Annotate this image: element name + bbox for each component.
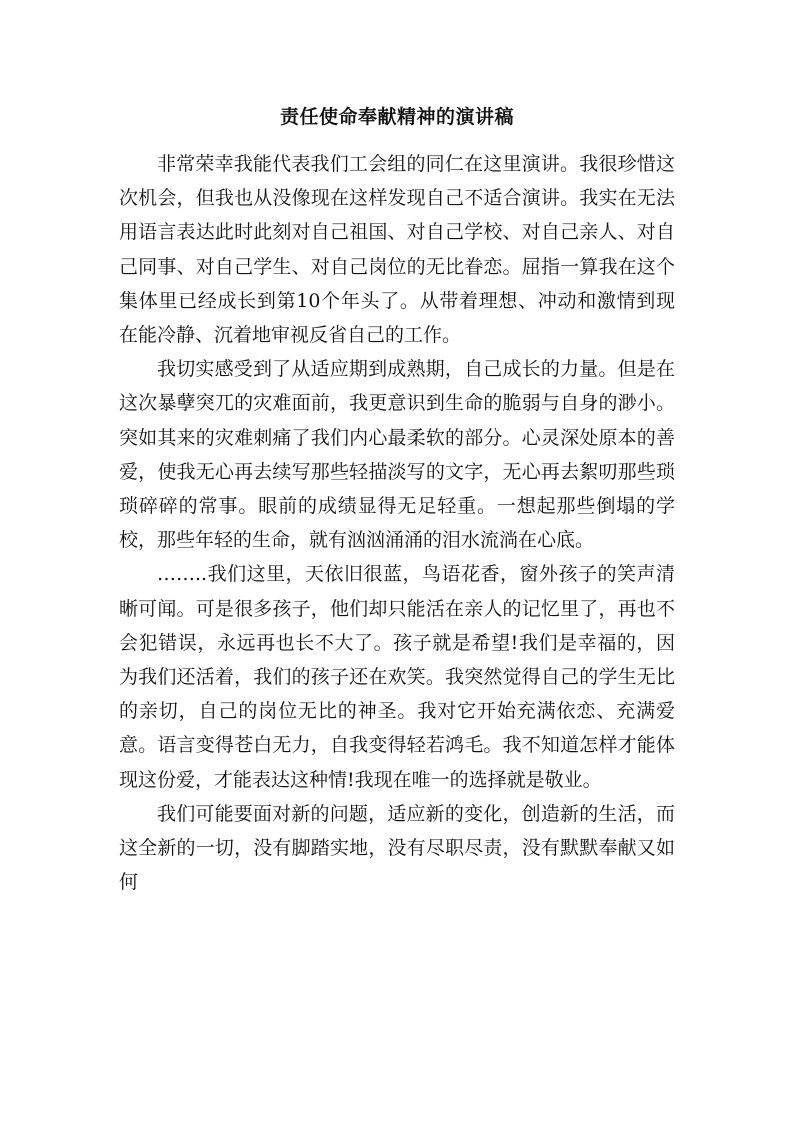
paragraph-2: 我切实感受到了从适应期到成熟期，自己成长的力量。但是在这次暴孽突兀的灾难面前，我更意识到生命的脆弱与自身的渺小。突如其来的灾难刺痛了我们内心最柔软的部分。心灵深处原本的善爱，使我无心再去续写那些轻描淡写的文字，无心再去絮叨那些琐琐碎碎的常事。眼前的成绩显得无足轻重。一想起那些倒塌的学校，那些年轻的生命，就有汹汹涌涌的泪水流淌在心底。	[119, 358, 675, 552]
paragraph-4: 我们可能要面对新的问题，适应新的变化，创造新的生活，而这全新的一切，没有脚踏实地，没有尽职尽责，没有默默奉献又如何	[119, 802, 675, 894]
paragraph-1: 非常荣幸我能代表我们工会组的同仁在这里演讲。我很珍惜这次机会，但我也从没像现在这样发现自己不适合演讲。我实在无法用语言表达此时此刻对自己祖国、对自己学校、对自己亲人、对自己同事、对自己学生、对自己岗位的无比眷恋。屈指一算我在这个集体里已经成长到第10个年头了。从带着理想、冲动和激情到现在能冷静、沉着地审视反省自己的工作。	[119, 153, 675, 347]
document-title: 责任使命奉献精神的演讲稿	[279, 106, 514, 128]
document-body	[119, 147, 675, 899]
paragraph-3: ……..我们这里，天依旧很蓝，鸟语花香，窗外孩子的笑声清晰可闻。可是很多孩子，他们却只能活在亲人的记忆里了，再也不会犯错误，永远再也长不大了。孩子就是希望!我们是幸福的，因为我们还活着，我们的孩子还在欢笑。我突然觉得自己的学生无比的亲切，自己的岗位无比的神圣。我对它开始充满依恋、充满爱意。语言变得苍白无力，自我变得轻若鸿毛。我不知道怎样才能体现这份爱，才能表达这种情!我现在唯一的选择就是敬业。	[119, 563, 675, 791]
